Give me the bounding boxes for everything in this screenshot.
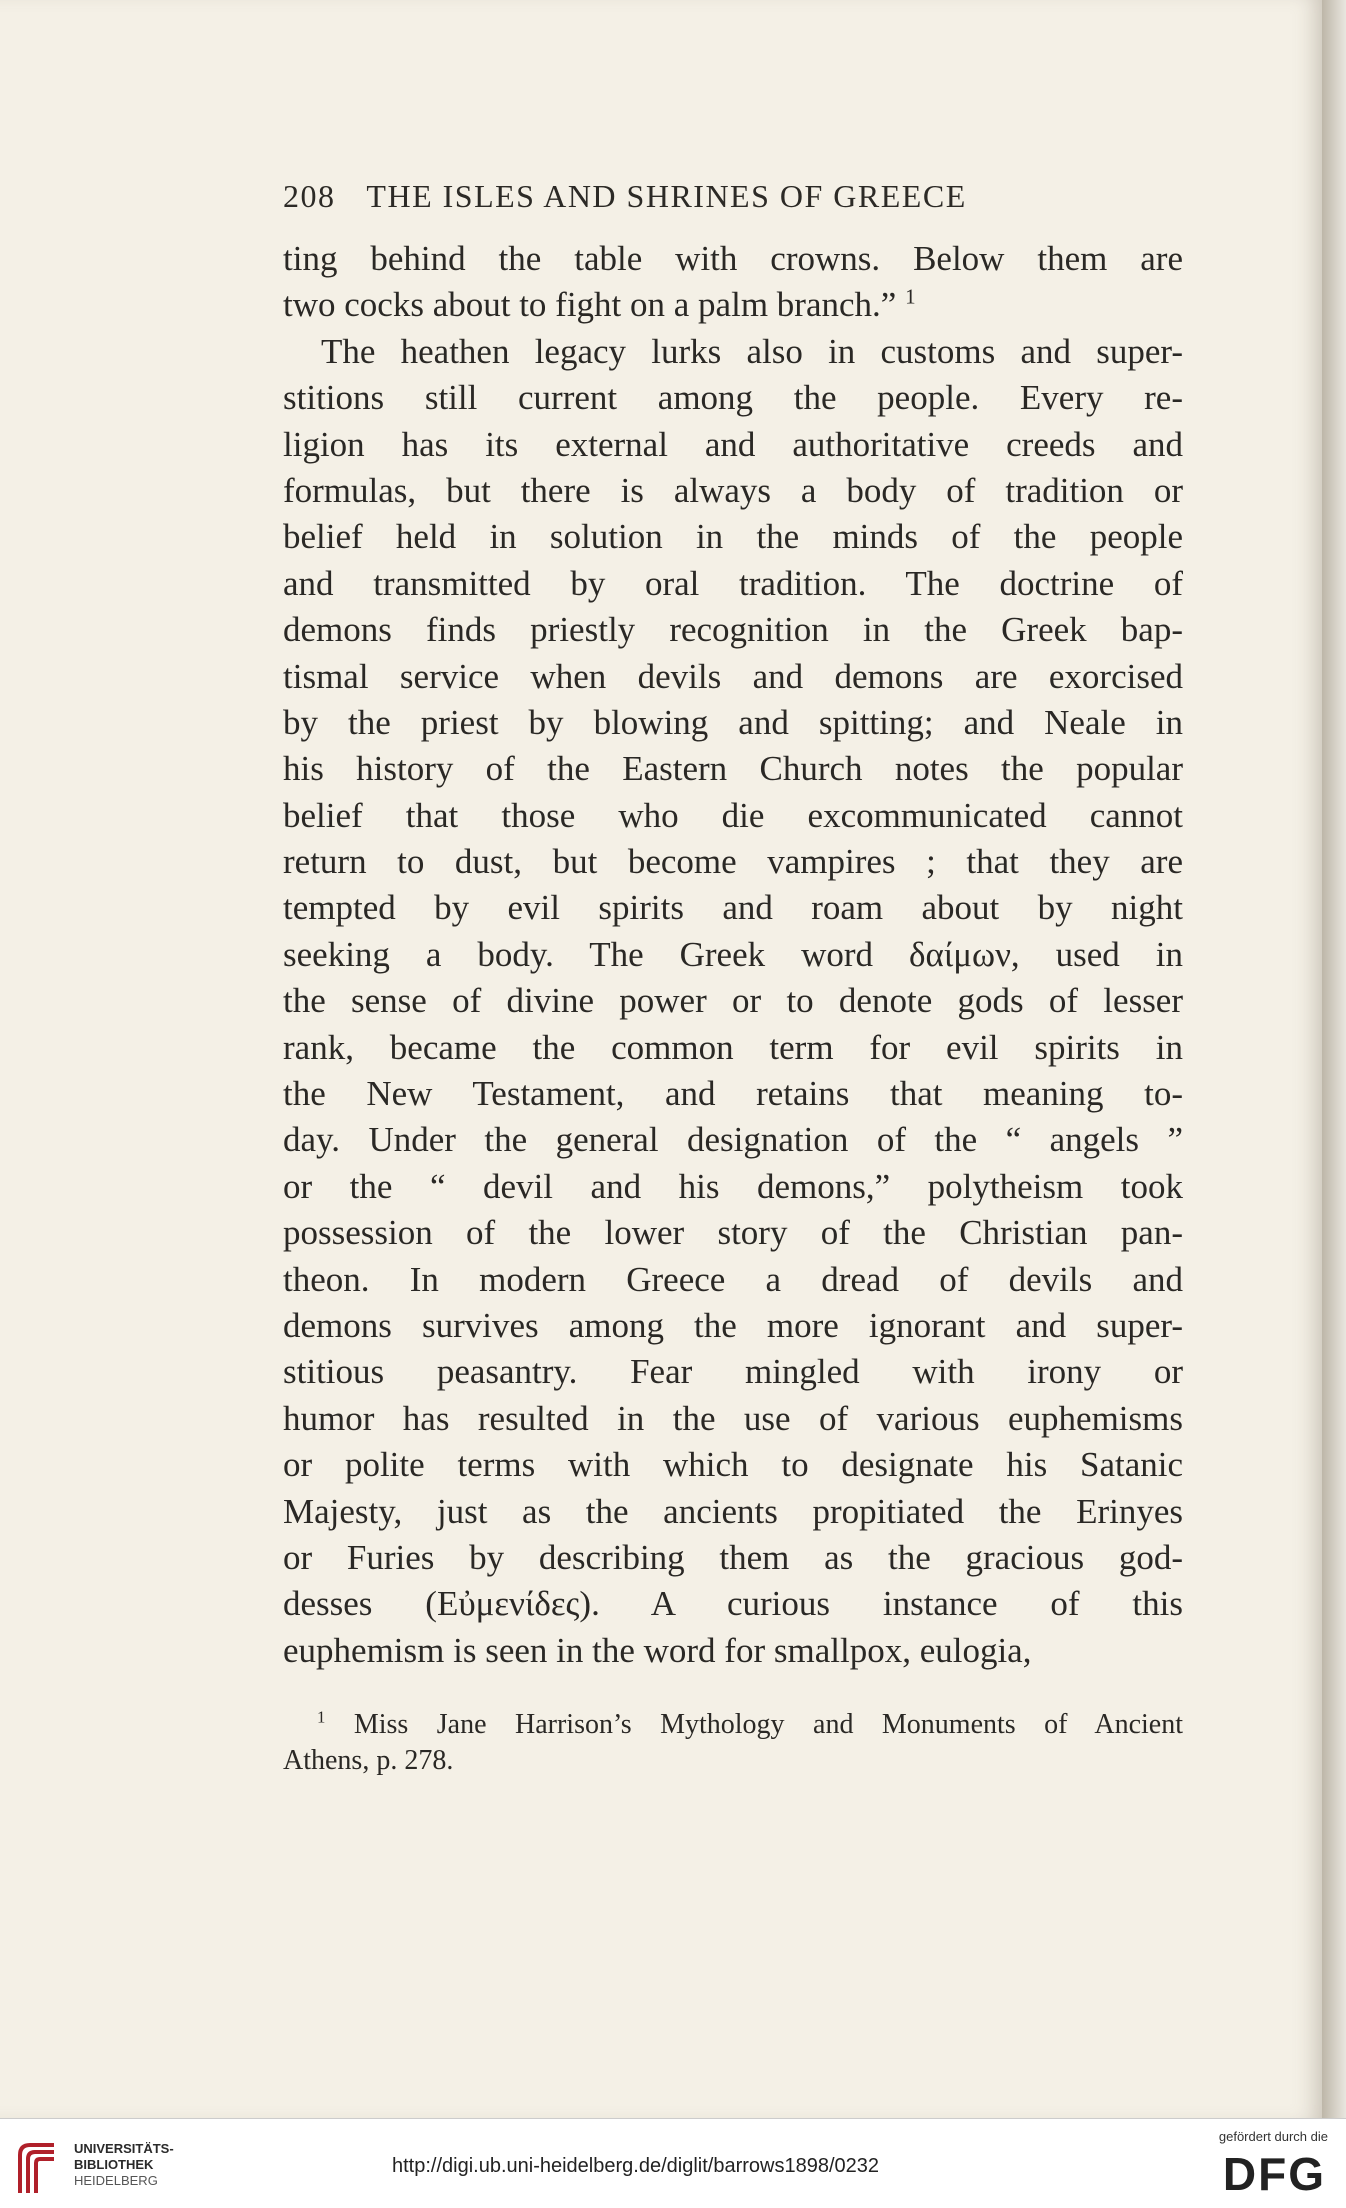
text-line-content: and transmitted by oral tradition. The doctrine of <box>283 563 1183 603</box>
text-line <box>283 1164 1183 1210</box>
text-line-content: seeking a body. The Greek word δαίμων, used in <box>283 934 1183 974</box>
text-line-content: possession of the lower story of the Christian pan- <box>283 1213 1183 1253</box>
text-line <box>283 1303 1183 1349</box>
text-line <box>283 1349 1183 1395</box>
text-line <box>283 514 1183 560</box>
text-line-content: his history of the Eastern Church notes the popular <box>283 749 1183 789</box>
text-line-content: theon. In modern Greece a dread of devils and <box>283 1259 1183 1299</box>
text-line-content: euphemism is seen in the word for smallpox, eulogia, <box>283 1630 1032 1670</box>
library-name <box>74 2141 174 2189</box>
text-line-content: stitious peasantry. Fear mingled with irony or <box>283 1352 1183 1392</box>
text-line <box>283 1396 1183 1442</box>
text-line <box>283 932 1183 978</box>
text-line-content: demons survives among the more ignorant and super- <box>283 1305 1183 1345</box>
text-line-content: desses (Εὐμενίδες). A curious instance of this <box>283 1584 1183 1624</box>
text-line <box>283 1071 1183 1117</box>
permalink-url[interactable]: http://digi.ub.uni-heidelberg.de/diglit/barrows1898/0232 <box>392 2155 880 2177</box>
text-line <box>283 1210 1183 1256</box>
text-line-content: stitions still current among the people. Every re- <box>283 378 1183 418</box>
text-line <box>283 561 1183 607</box>
text-line <box>283 1257 1183 1303</box>
text-line-content: humor has resulted in the use of various euphemisms <box>283 1398 1183 1438</box>
text-line-content: or Furies by describing them as the gracious god- <box>283 1537 1183 1577</box>
text-line-content: belief that those who die excommunicated cannot <box>283 795 1183 835</box>
text-line-content: two cocks about to fight on a palm branch.” <box>283 285 897 325</box>
text-line <box>283 1581 1183 1627</box>
text-line-content: ligion has its external and authoritative creeds and <box>283 424 1183 464</box>
text-line-content: formulas, but there is always a body of tradition or <box>283 470 1183 510</box>
text-line-content: or the “ devil and his demons,” polytheism took <box>283 1166 1183 1206</box>
text-line <box>283 1489 1183 1535</box>
running-title: THE ISLES AND SHRINES OF GREECE <box>366 178 967 214</box>
text-line <box>283 1628 1183 1674</box>
text-line-content: the sense of divine power or to denote gods of lesser <box>283 981 1183 1021</box>
footnote <box>283 1707 1183 1779</box>
footnote-mark: 1 <box>317 1707 326 1727</box>
text-line-content: day. Under the general designation of the “ angels ” <box>283 1120 1183 1160</box>
text-line <box>283 978 1183 1024</box>
text-line <box>283 746 1183 792</box>
text-line-content: rank, became the common term for evil spirits in <box>283 1027 1183 1067</box>
footnote-reference: 1 <box>905 284 916 309</box>
text-line <box>283 1025 1183 1071</box>
text-line-content: ting behind the table with crowns. Below them are <box>283 239 1183 278</box>
text-line <box>283 700 1183 746</box>
library-logo-icon <box>14 2139 60 2197</box>
text-line-content: the New Testament, and retains that meaning to- <box>283 1074 1183 1114</box>
dfg-logo: DFG <box>1222 2148 1326 2200</box>
text-line <box>283 793 1183 839</box>
library-name-line: BIBLIOTHEK <box>74 2157 154 2172</box>
text-line-content: or polite terms with which to designate his Satanic <box>283 1445 1183 1485</box>
text-line-content: by the priest by blowing and spitting; and Neale in <box>283 702 1183 742</box>
running-header <box>283 178 1183 215</box>
text-line <box>283 1535 1183 1581</box>
text-line <box>283 375 1183 421</box>
text-line-content: tismal service when devils and demons are exorcised <box>283 656 1183 696</box>
text-line <box>283 329 1183 375</box>
text-line <box>283 654 1183 700</box>
text-line <box>283 282 1183 328</box>
text-line-content: belief held in solution in the minds of the people <box>283 517 1183 557</box>
footnote-line: Athens, p. 278. <box>283 1745 454 1776</box>
digitization-footer <box>0 2118 1346 2208</box>
text-line-content: demons finds priestly recognition in the Greek bap- <box>283 610 1183 650</box>
text-line-content: The heathen legacy lurks also in customs and super- <box>321 331 1183 371</box>
funded-by-label: gefördert durch die <box>1218 2129 1328 2144</box>
text-line-content: Majesty, just as the ancients propitiated the Erinyes <box>283 1491 1183 1531</box>
text-line <box>283 236 1183 282</box>
text-line <box>283 1442 1183 1488</box>
library-name-line: UNIVERSITÄTS- <box>74 2141 174 2156</box>
body-text <box>283 236 1183 1674</box>
library-name-line: HEIDELBERG <box>74 2173 158 2188</box>
text-line <box>283 839 1183 885</box>
text-line <box>283 468 1183 514</box>
text-line <box>283 885 1183 931</box>
text-line <box>283 1117 1183 1163</box>
footnote-line <box>283 1707 1183 1743</box>
text-line-content: tempted by evil spirits and roam about by night <box>283 888 1183 928</box>
text-line <box>283 607 1183 653</box>
text-line-content: return to dust, but become vampires ; that they are <box>283 842 1183 882</box>
page-number: 208 <box>283 178 336 214</box>
text-line <box>283 422 1183 468</box>
footnote-text: Miss Jane Harrison’s Mythology and Monuments of Ancient <box>353 1709 1183 1740</box>
page-edge <box>1322 0 1346 2118</box>
